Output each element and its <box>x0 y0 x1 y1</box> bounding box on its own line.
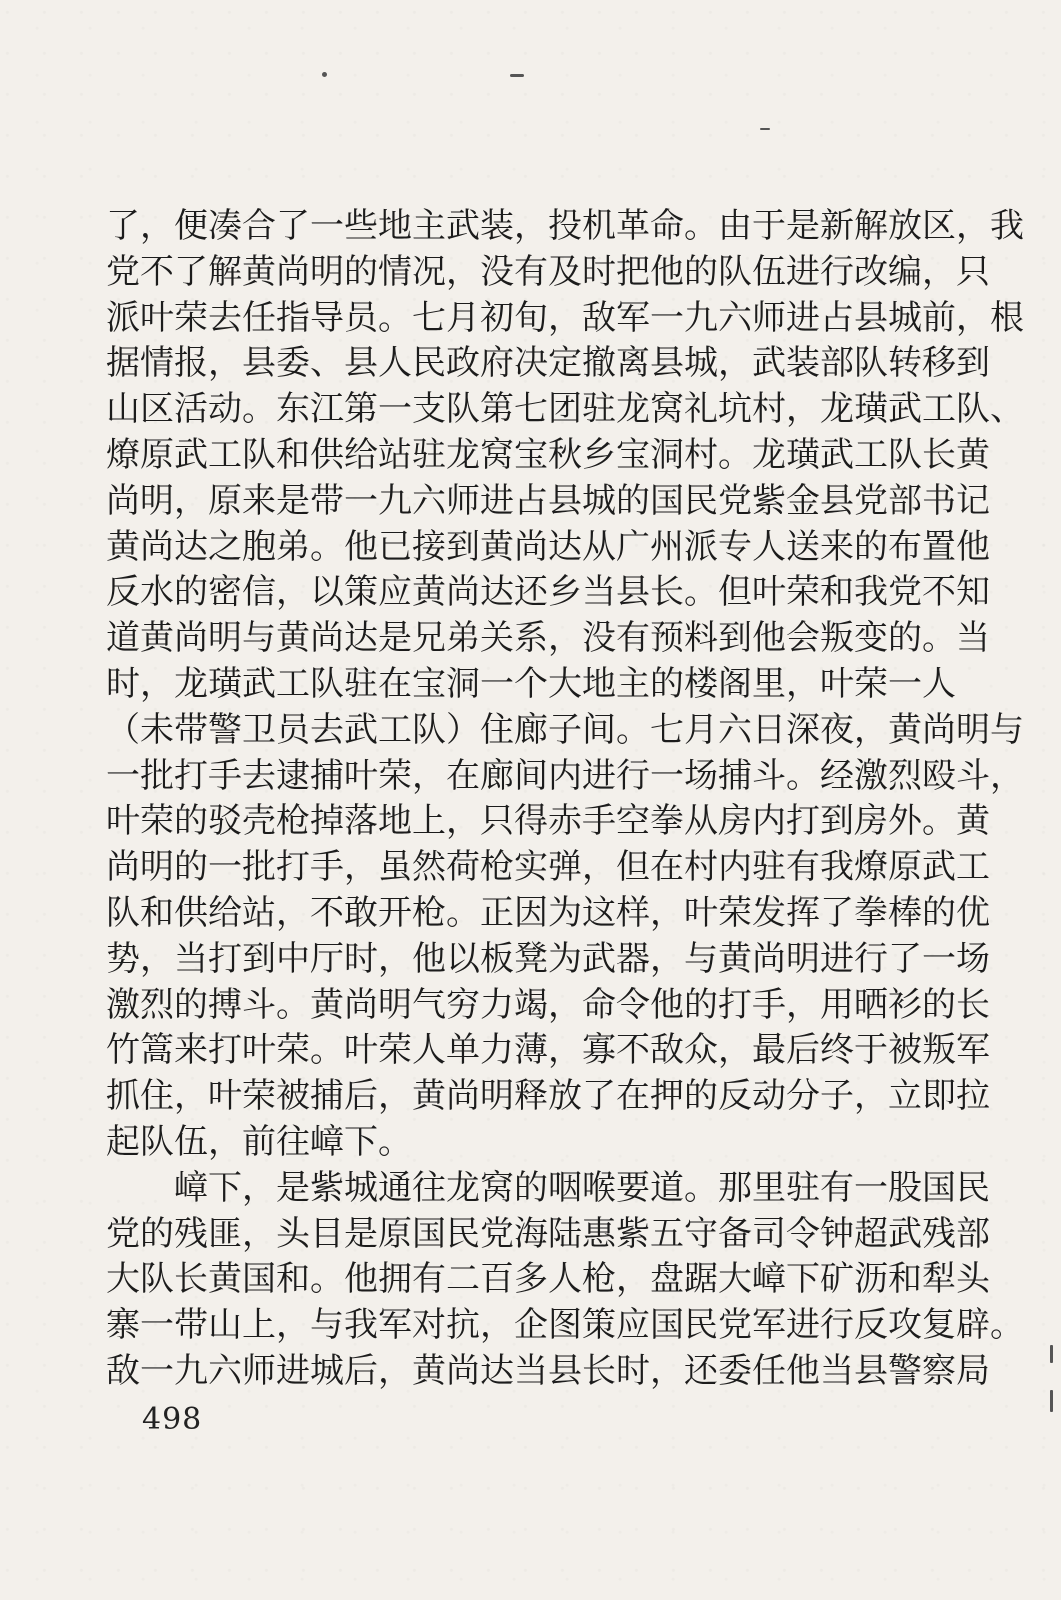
text-line: 燎原武工队和供给站驻龙窝宝秋乡宝洞村。龙璜武工队长黄 <box>106 434 990 475</box>
text-line: 寨一带山上，与我军对抗，企图策应国民党军进行反攻复辟。 <box>106 1305 1024 1346</box>
text-line: 山区活动。东江第一支队第七团驻龙窝礼坑村，龙璜武工队、 <box>106 389 1024 430</box>
text-line: 敌一九六师进城后，黄尚达当县长时，还委任他当县警察局 <box>106 1350 990 1391</box>
text-line: 据情报，县委、县人民政府决定撤离县城，武装部队转移到 <box>106 343 990 384</box>
text-line: 激烈的搏斗。黄尚明气穷力竭，命令他的打手，用晒衫的长 <box>106 984 990 1025</box>
text-line: 时，龙璜武工队驻在宝洞一个大地主的楼阁里，叶荣一人 <box>106 663 956 704</box>
text-line: 势，当打到中厅时，他以板凳为武器，与黄尚明进行了一场 <box>106 938 990 979</box>
text-line: 道黄尚明与黄尚达是兄弟关系，没有预料到他会叛变的。当 <box>106 618 990 659</box>
scan-speck <box>1050 1390 1053 1412</box>
text-line: 尚明的一批打手，虽然荷枪实弹，但在村内驻有我燎原武工 <box>106 847 990 888</box>
text-line: 反水的密信，以策应黄尚达还乡当县长。但叶荣和我党不知 <box>106 572 990 613</box>
text-line: 派叶荣去任指导员。七月初旬，敌军一九六师进占县城前，根 <box>106 297 1024 338</box>
text-line: 抓住，叶荣被捕后，黄尚明释放了在押的反动分子，立即拉 <box>106 1076 990 1117</box>
text-line: 叶荣的驳壳枪掉落地上，只得赤手空拳从房内打到房外。黄 <box>106 801 990 842</box>
body-text <box>106 204 1024 1395</box>
text-line: 大队长黄国和。他拥有二百多人枪，盘踞大嶂下矿沥和犁头 <box>106 1259 990 1300</box>
text-line: 尚明，原来是带一九六师进占县城的国民党紫金县党部书记 <box>106 480 990 521</box>
text-line: 竹篙来打叶荣。叶荣人单力薄，寡不敌众，最后终于被叛军 <box>106 1030 990 1071</box>
text-line: 队和供给站，不敢开枪。正因为这样，叶荣发挥了拳棒的优 <box>106 892 990 933</box>
text-line: 一批打手去逮捕叶荣，在廊间内进行一场捕斗。经激烈殴斗， <box>106 755 1024 796</box>
scan-speck <box>760 128 770 130</box>
text-line: 党的残匪，头目是原国民党海陆惠紫五守备司令钟超武残部 <box>106 1213 990 1254</box>
text-line: 起队伍，前往嶂下。 <box>106 1121 412 1162</box>
scan-speck <box>1050 1345 1053 1363</box>
text-line: （未带警卫员去武工队）住廊子间。七月六日深夜，黄尚明与 <box>106 709 1024 750</box>
text-line: 了，便凑合了一些地主武装，投机革命。由于是新解放区，我 <box>106 206 1024 246</box>
page-number: 498 <box>142 1402 203 1437</box>
text-line: 黄尚达之胞弟。他已接到黄尚达从广州派专人送来的布置他 <box>106 526 990 567</box>
scan-speck <box>510 74 524 77</box>
scan-speck <box>322 72 327 77</box>
paragraph-start-line: 嶂下，是紫城通往龙窝的咽喉要道。那里驻有一股国民 <box>174 1167 990 1208</box>
text-line: 党不了解黄尚明的情况，没有及时把他的队伍进行改编，只 <box>106 251 990 292</box>
